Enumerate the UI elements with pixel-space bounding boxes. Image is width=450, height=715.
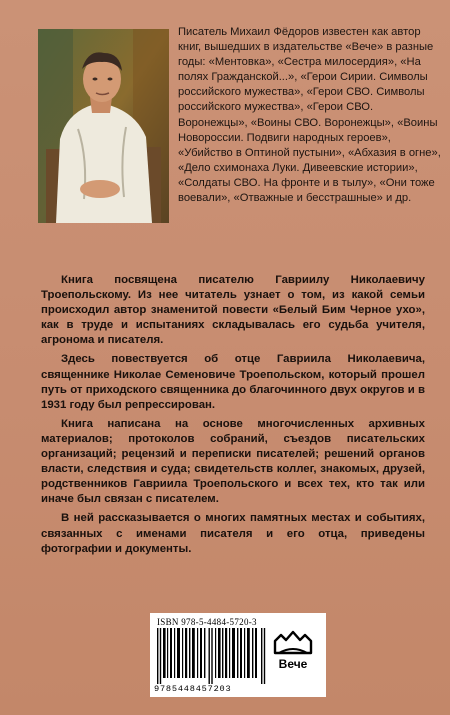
annotation-paragraph-3: Книга написана на основе многочисленных архивных материалов; протоколов собраний, съездов писательских организаций; рецензий и переписки писателей; решений органов власти, следствия и суда; свидетельств коллег, знакомых, друзей, родственников Гавриила Троепольского и всех тех, кто так или иначе был связан с писателем. (41, 417, 425, 506)
barcode-icon (157, 628, 267, 684)
annotation-paragraph-4: В ней рассказывается о многих памятных местах и событиях, связанных с именами писателя и его отца, приведены фотографии и документы. (41, 512, 425, 555)
author-portrait (38, 29, 169, 223)
isbn-label: ISBN 978-5-4484-5720-3 (157, 617, 257, 627)
annotation-paragraph-1: Книга посвящена писателю Гавриилу Николаевичу Троепольскому. Из нее читатель узнает о том, из какой семьи происходил автор знаменитой повести «Белый Бим Черное ухо», как в труде и испытаниях складывалась его судьба учителя, агронома и писателя. (41, 274, 425, 347)
author-bio-text: Писатель Михаил Фёдоров известен как автор книг, вышедших в издательстве «Вече» в разные годы: «Ментовка», «Сестра милосердия», «На полях Гражданской...», «Герои Сирии. Символы российского мужества», «Герои СВО. Символы российского мужества», «Герои СВО. Воронежцы», «Воины СВО. Воронежцы», «Воины Новороссии. Подвиги народных героев», «Убийство в Оптиной пустыни», «Абхазия в огне», «Дело схимонаха Луки. Дивеевские истории», «Солдаты СВО. На фронте и в тылу», «Они тоже воевали», «Отважные и бесстрашные» и др. (178, 26, 441, 205)
barcode-number: 9785448457203 (154, 684, 232, 694)
publisher-logo-text: Вече (278, 657, 308, 671)
author-portrait-image (38, 29, 169, 223)
author-bio (178, 25, 444, 206)
publisher-logo-icon (269, 627, 317, 675)
publisher-logo (269, 627, 317, 675)
annotation-paragraph-2: Здесь повествуется об отце Гавриила Николаевича, священнике Николае Семеновиче Троепольском, который прошел путь от приходского священника до благочинного двух округов и в 1931 году был репрессирован. (41, 353, 425, 411)
book-annotation (41, 273, 425, 561)
